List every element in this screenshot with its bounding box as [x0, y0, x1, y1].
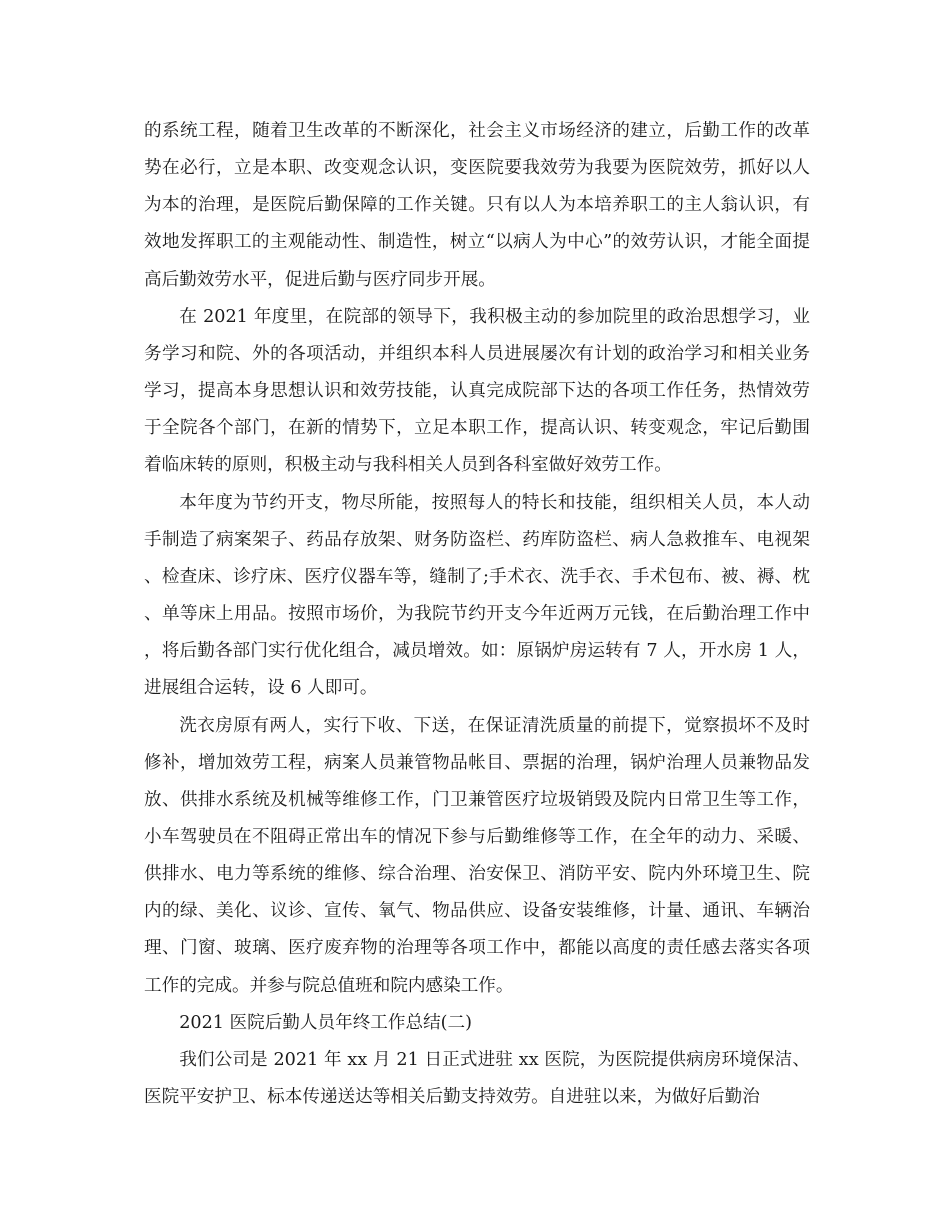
paragraph-4: 洗衣房原有两人，实行下收、下送，在保证清洗质量的前提下，觉察损坏不及时修补，增加效劳工程，病案人员兼管物品帐目、票据的治理，锅炉治理人员兼物品发放、供排水系统及机械等维修工作，门卫兼管医疗垃圾销毁及院内日常卫生等工作，小车驾驶员在不阻碍正常出车的情况下参与后勤维修等工作，在全年的动力、采暖、供排水、电力等系统的维修、综合治理、治安保卫、消防平安、院内外环境卫生、院内的绿、美化、议诊、宣传、氧气、物品供应、设备安装维修，计量、通讯、车辆治理、门窗、玻璃、医疗废弃物的治理等各项工作中，都能以高度的责任感去落实各项工作的完成。并参与院总值班和院内感染工作。 — [144, 715, 810, 996]
paragraph-5: 我们公司是 2021 年 xx 月 21 日正式进驻 xx 医院，为医院提供病房环境保洁、医院平安护卫、标本传递送达等相关后勤支持效劳。自进驻以来，为做好后勤治 — [144, 1049, 810, 1108]
section-heading: 2021 医院后勤人员年终工作总结(二) — [179, 1012, 473, 1033]
paragraph-3: 本年度为节约开支，物尽所能，按照每人的特长和技能，组织相关人员，本人动手制造了病案架子、药品存放架、财务防盗栏、药库防盗栏、病人急救推车、电视架、检查床、诊疗床、医疗仪器车等，缝制了;手术衣、洗手衣、手术包布、被、褥、枕、单等床上用品。按照市场价，为我院节约开支今年近两万元钱，在后勤治理工作中，将后勤各部门实行优化组合，减员增效。如：原锅炉房运转有 7 人，开水房 1 人，进展组合运转，设 6 人即可。 — [144, 492, 810, 699]
document-body — [144, 113, 810, 1116]
paragraph-1: 的系统工程，随着卫生改革的不断深化，社会主义市场经济的建立，后勤工作的改革势在必行，立是本职、改变观念认识，变医院要我效劳为我要为医院效劳，抓好以人为本的治理，是医院后勤保障的工作关键。只有以人为本培养职工的主人翁认识，有效地发挥职工的主观能动性、制造性，树立“以病人为中心”的效劳认识，才能全面提高后勤效劳水平，促进后勤与医疗同步开展。 — [144, 121, 810, 290]
paragraph-2: 在 2021 年度里，在院部的领导下，我积极主动的参加院里的政治思想学习，业务学习和院、外的各项活动，并组织本科人员进展屡次有计划的政治学习和相关业务学习，提高本身思想认识和效劳技能，认真完成院部下达的各项工作任务，热情效劳于全院各个部门，在新的情势下，立足本职工作，提高认识、转变观念，牢记后勤围着临床转的原则，积极主动与我科相关人员到各科室做好效劳工作。 — [144, 306, 810, 476]
